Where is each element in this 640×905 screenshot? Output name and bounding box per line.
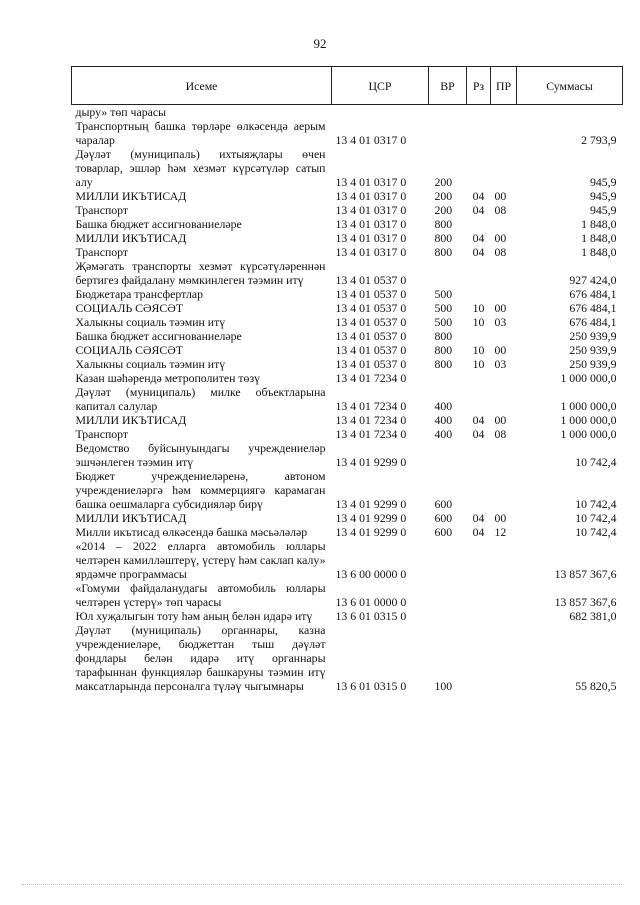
cell-csr: 13 4 01 0317 0 [335, 231, 407, 245]
cell-sum: 1 848,0 [581, 217, 617, 231]
cell-vr: 800 [434, 357, 453, 371]
cell-name: Ведомство буйсынуындагы учреждениеләр эшчәнлеген тәэмин итү [75, 441, 326, 469]
cell-name: Транспорт [75, 245, 129, 259]
cell-csr: 13 4 01 7234 0 [335, 413, 407, 427]
cell-sum: 13 857 367,6 [554, 567, 617, 581]
header-rz: Рз [467, 67, 491, 105]
cell-vr: 200 [434, 189, 453, 203]
cell-vr: 600 [434, 511, 453, 525]
table-row [72, 413, 623, 427]
cell-sum: 1 000 000,0 [560, 413, 617, 427]
cell-vr [429, 539, 467, 581]
cell-vr [429, 581, 467, 609]
cell-csr: 13 4 01 0317 0 [335, 203, 407, 217]
cell-vr: 500 [434, 287, 453, 301]
table-row [72, 385, 623, 413]
cell-csr: 13 4 01 0317 0 [335, 133, 407, 147]
cell-pr [491, 217, 517, 231]
header-name: Исеме [72, 67, 332, 105]
cell-sum: 945,9 [589, 203, 617, 217]
cell-rz [467, 441, 491, 469]
table-row [72, 525, 623, 539]
cell-name: «Гомуми файдаланудагы автомобиль юллары челтәрен үстерү» төп чарасы [75, 581, 326, 609]
cell-vr: 600 [434, 497, 453, 511]
cell-vr [429, 371, 467, 385]
cell-rz [467, 371, 491, 385]
cell-rz [467, 287, 491, 301]
cell-rz [467, 105, 491, 120]
cell-sum: 1 000 000,0 [560, 399, 617, 413]
cell-vr: 800 [434, 245, 453, 259]
cell-pr: 08 [494, 427, 507, 441]
cell-vr: 400 [434, 427, 453, 441]
cell-rz: 04 [472, 427, 485, 441]
cell-name: Казан шәһәрендә метрополитен төзү [75, 371, 261, 385]
budget-table [71, 66, 623, 693]
cell-rz: 04 [472, 413, 485, 427]
cell-vr: 400 [434, 399, 453, 413]
cell-pr [491, 105, 517, 120]
cell-pr [491, 287, 517, 301]
cell-csr: 13 4 01 0317 0 [335, 217, 407, 231]
cell-vr: 200 [434, 175, 453, 189]
cell-sum: 250 939,9 [569, 343, 617, 357]
cell-csr: 13 4 01 9299 0 [335, 525, 407, 539]
table-row [72, 469, 623, 511]
cell-pr: 08 [494, 203, 507, 217]
cell-csr: 13 4 01 7234 0 [335, 427, 407, 441]
cell-vr: 100 [434, 679, 453, 693]
table-row [72, 315, 623, 329]
header-sum: Суммасы [517, 67, 623, 105]
cell-sum: 1 000 000,0 [560, 427, 617, 441]
cell-name: Дәүләт (муниципаль) органнары, казна учреждениеләре, бюджеттан тыш дәүләт фондлары белән идарә итү органнары тарафыннан функцияләр башкаруны тәэмин итү максатларында персоналга түләү чыгымнары [75, 623, 326, 693]
cell-sum: 10 742,4 [575, 455, 617, 469]
cell-csr: 13 4 01 0317 0 [335, 245, 407, 259]
cell-pr [491, 371, 517, 385]
cell-csr: 13 4 01 0537 0 [335, 273, 407, 287]
cell-rz: 04 [472, 189, 485, 203]
cell-pr [491, 539, 517, 581]
cell-csr: 13 4 01 0537 0 [335, 301, 407, 315]
cell-csr: 13 4 01 9299 0 [335, 455, 407, 469]
cell-vr [429, 609, 467, 623]
cell-vr: 800 [434, 343, 453, 357]
cell-pr [491, 623, 517, 693]
cell-rz [467, 581, 491, 609]
cell-csr: 13 4 01 0537 0 [335, 357, 407, 371]
table-row [72, 329, 623, 343]
cell-pr: 00 [494, 189, 507, 203]
cell-sum: 676 484,1 [569, 315, 617, 329]
cell-rz [467, 259, 491, 287]
table-body [72, 105, 623, 694]
cell-rz: 04 [472, 511, 485, 525]
cell-pr [491, 441, 517, 469]
header-vr: ВР [429, 67, 467, 105]
cell-vr: 400 [434, 413, 453, 427]
cell-rz [467, 329, 491, 343]
table-row [72, 231, 623, 245]
table-row [72, 427, 623, 441]
cell-pr [491, 385, 517, 413]
cell-rz: 04 [472, 231, 485, 245]
cell-sum: 676 484,1 [569, 287, 617, 301]
cell-rz [467, 539, 491, 581]
cell-rz: 04 [472, 203, 485, 217]
cell-sum: 945,9 [589, 189, 617, 203]
cell-csr: 13 4 01 7234 0 [335, 399, 407, 413]
header-pr: ПР [491, 67, 517, 105]
cell-pr [491, 329, 517, 343]
cell-rz [467, 147, 491, 189]
cell-vr: 500 [434, 315, 453, 329]
footer-divider [22, 884, 622, 885]
cell-pr: 00 [494, 511, 507, 525]
cell-name: дыру» төп чарасы [75, 105, 166, 119]
cell-csr: 13 4 01 0537 0 [335, 315, 407, 329]
table-row [72, 105, 623, 120]
table-row [72, 147, 623, 189]
cell-name: МИЛЛИ ИКЪТИСАД [75, 511, 187, 525]
cell-pr [491, 259, 517, 287]
cell-rz: 10 [472, 343, 485, 357]
cell-sum: 1 848,0 [581, 231, 617, 245]
cell-sum: 10 742,4 [575, 525, 617, 539]
cell-vr: 600 [434, 525, 453, 539]
cell-name: СОЦИАЛЬ СӘЯСӘТ [75, 343, 184, 357]
cell-name: МИЛЛИ ИКЪТИСАД [75, 413, 187, 427]
cell-rz: 10 [472, 301, 485, 315]
cell-pr: 00 [494, 231, 507, 245]
cell-csr: 13 4 01 0317 0 [335, 175, 407, 189]
cell-pr: 00 [494, 343, 507, 357]
cell-sum: 945,9 [589, 175, 617, 189]
cell-name: Транспорт [75, 427, 129, 441]
cell-rz: 10 [472, 357, 485, 371]
cell-sum: 927 424,0 [569, 273, 617, 287]
cell-name: Бюджет учреждениеләренә, автоном учреждениеләргә һәм коммерциягә карамаган башка оешмаларга субсидияләр бирү [75, 469, 326, 511]
cell-sum: 250 939,9 [569, 329, 617, 343]
cell-csr: 13 4 01 0537 0 [335, 343, 407, 357]
cell-name: Милли икътисад өлкәсендә башка мәсьәләләр [75, 525, 308, 539]
cell-csr: 13 6 01 0000 0 [335, 595, 407, 609]
cell-pr [491, 469, 517, 511]
table-row [72, 371, 623, 385]
cell-vr [429, 105, 467, 120]
cell-csr: 13 4 01 0317 0 [335, 189, 407, 203]
cell-sum: 13 857 367,6 [554, 595, 617, 609]
table-row [72, 119, 623, 147]
cell-name: Җәмәгать транспорты хезмәт күрсәтүләреннән бертигез файдалану мөмкинлеген тәэмин итү [75, 259, 326, 287]
cell-rz [467, 119, 491, 147]
cell-pr [491, 119, 517, 147]
cell-name: Халыкны социаль тәэмин итү [75, 357, 226, 371]
cell-sum: 55 820,5 [575, 679, 617, 693]
cell-rz: 10 [472, 315, 485, 329]
cell-sum: 250 939,9 [569, 357, 617, 371]
table-row [72, 203, 623, 217]
table-header-row [72, 67, 623, 105]
cell-name: Юл хуҗалыгын тоту һәм аның белән идарә итү [75, 609, 313, 623]
cell-vr: 500 [434, 301, 453, 315]
cell-vr: 800 [434, 231, 453, 245]
cell-rz [467, 469, 491, 511]
cell-sum: 676 484,1 [569, 301, 617, 315]
cell-sum: 10 742,4 [575, 511, 617, 525]
cell-name: Дәүләт (муниципаль) милке объектларына капитал салулар [75, 385, 326, 413]
cell-name: СОЦИАЛЬ СӘЯСӘТ [75, 301, 184, 315]
table-row [72, 189, 623, 203]
cell-csr: 13 6 00 0000 0 [335, 567, 407, 581]
table-row [72, 511, 623, 525]
table-row [72, 581, 623, 609]
cell-rz [467, 217, 491, 231]
cell-csr: 13 4 01 0537 0 [335, 329, 407, 343]
cell-sum: 1 000 000,0 [560, 371, 617, 385]
cell-csr: 13 6 01 0315 0 [335, 679, 407, 693]
cell-pr: 00 [494, 413, 507, 427]
table-row [72, 441, 623, 469]
cell-pr: 03 [494, 357, 507, 371]
table-row [72, 301, 623, 315]
cell-pr [491, 609, 517, 623]
cell-name: МИЛЛИ ИКЪТИСАД [75, 189, 187, 203]
cell-sum: 682 381,0 [569, 609, 617, 623]
cell-csr: 13 4 01 9299 0 [335, 497, 407, 511]
table-row [72, 217, 623, 231]
cell-name: Транспортның башка төрләре өлкәсендә аерым чаралар [75, 119, 326, 147]
cell-rz [467, 623, 491, 693]
cell-vr [429, 259, 467, 287]
cell-rz [467, 609, 491, 623]
cell-name: Дәүләт (муниципаль) ихтыяҗлары өчен товарлар, эшләр һәм хезмәт күрсәтүләр сатып алу [75, 147, 326, 189]
table-row [72, 259, 623, 287]
header-csr: ЦСР [332, 67, 429, 105]
cell-pr: 08 [494, 245, 507, 259]
table-row [72, 357, 623, 371]
cell-sum: 2 793,9 [581, 133, 617, 147]
cell-name: МИЛЛИ ИКЪТИСАД [75, 231, 187, 245]
cell-rz: 04 [472, 525, 485, 539]
cell-rz: 04 [472, 245, 485, 259]
table-row [72, 539, 623, 581]
cell-sum: 10 742,4 [575, 497, 617, 511]
cell-vr: 200 [434, 203, 453, 217]
cell-pr: 00 [494, 301, 507, 315]
table-row [72, 343, 623, 357]
cell-csr: 13 6 01 0315 0 [335, 609, 407, 623]
cell-csr: 13 4 01 9299 0 [335, 511, 407, 525]
cell-csr: 13 4 01 0537 0 [335, 287, 407, 301]
cell-vr [429, 119, 467, 147]
cell-name: Бюджетара трансфертлар [75, 287, 203, 301]
table-row [72, 609, 623, 623]
cell-pr: 03 [494, 315, 507, 329]
table-row [72, 245, 623, 259]
cell-vr: 800 [434, 217, 453, 231]
table-row [72, 287, 623, 301]
cell-pr [491, 147, 517, 189]
cell-name: «2014 – 2022 елларга автомобиль юллары челтәрен камилләштерү, үстерү һәм саклап калу» ярдәмче программасы [75, 539, 326, 581]
page-number: 92 [313, 36, 327, 51]
cell-name: Транспорт [75, 203, 129, 217]
cell-pr [491, 581, 517, 609]
cell-vr [429, 441, 467, 469]
cell-sum [517, 105, 623, 120]
cell-csr [332, 105, 429, 120]
cell-rz [467, 385, 491, 413]
cell-name: Халыкны социаль тәэмин итү [75, 315, 226, 329]
table-row [72, 623, 623, 693]
cell-vr: 800 [434, 329, 453, 343]
cell-pr: 12 [494, 525, 507, 539]
cell-name: Башка бюджет ассигнованиеләре [75, 217, 242, 231]
cell-sum: 1 848,0 [581, 245, 617, 259]
cell-csr: 13 4 01 7234 0 [335, 371, 407, 385]
cell-name: Башка бюджет ассигнованиеләре [75, 329, 242, 343]
